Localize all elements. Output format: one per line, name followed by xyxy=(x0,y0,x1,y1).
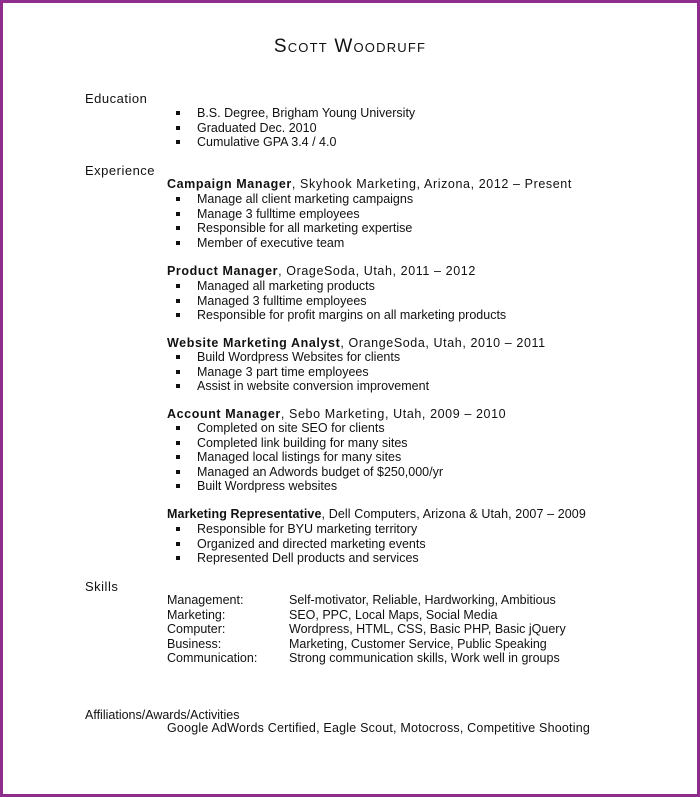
skill-category: Marketing: xyxy=(167,607,226,622)
list-item: Represented Dell products and services xyxy=(173,551,426,566)
list-item: Manage all client marketing campaigns xyxy=(173,192,413,207)
job-role: Website Marketing Analyst xyxy=(167,336,341,350)
list-item: Manage 3 part time employees xyxy=(173,365,429,380)
skills-table xyxy=(167,593,566,666)
skills-heading: Skills xyxy=(85,579,119,594)
job-role: Campaign Manager xyxy=(167,177,292,191)
job-role: Product Manager xyxy=(167,264,279,278)
list-item: Manage 3 fulltime employees xyxy=(173,207,413,222)
affiliations-heading: Affiliations/Awards/Activities xyxy=(85,708,240,722)
list-item: Graduated Dec. 2010 xyxy=(173,121,415,136)
job-role: Marketing Representative xyxy=(167,507,322,521)
skill-value: Wordpress, HTML, CSS, Basic PHP, Basic jQuery xyxy=(289,622,566,636)
skill-category: Management: xyxy=(167,593,244,607)
list-item: Responsible for profit margins on all marketing products xyxy=(173,308,506,323)
list-item: Managed local listings for many sites xyxy=(173,450,443,465)
job-role: Account Manager xyxy=(167,407,281,421)
list-item: Organized and directed marketing events xyxy=(173,537,426,552)
list-item: Responsible for BYU marketing territory xyxy=(173,522,426,537)
job-bullets xyxy=(173,522,426,566)
job-details: , Dell Computers, Arizona & Utah, 2007 – 2009 xyxy=(321,507,586,521)
skill-category: Computer: xyxy=(167,622,226,636)
skill-row xyxy=(167,637,566,652)
education-list xyxy=(173,106,415,150)
job-title-marketing-representative xyxy=(167,507,586,521)
job-details: , Sebo Marketing, Utah, 2009 – 2010 xyxy=(280,407,507,421)
job-bullets xyxy=(173,421,443,494)
skill-row xyxy=(167,622,566,637)
list-item: Assist in website conversion improvement xyxy=(173,379,429,394)
skill-value: SEO, PPC, Local Maps, Social Media xyxy=(289,607,498,622)
list-item: Completed link building for many sites xyxy=(173,436,443,451)
skill-category: Business: xyxy=(167,636,222,651)
job-bullets xyxy=(173,350,429,394)
skill-category: Communication: xyxy=(167,651,258,665)
skill-value: Strong communication skills, Work well in groups xyxy=(289,651,560,665)
skill-row xyxy=(167,593,566,608)
list-item: Member of executive team xyxy=(173,236,413,251)
list-item: Managed an Adwords budget of $250,000/yr xyxy=(173,465,443,480)
list-item: Cumulative GPA 3.4 / 4.0 xyxy=(173,135,415,150)
job-bullets xyxy=(173,192,413,250)
skill-row xyxy=(167,608,566,623)
experience-heading: Experience xyxy=(85,163,156,178)
job-details: , OrageSoda, Utah, 2011 – 2012 xyxy=(278,264,476,278)
list-item: Built Wordpress websites xyxy=(173,479,443,494)
skill-value: Marketing, Customer Service, Public Speaking xyxy=(289,636,547,651)
job-details: , Skyhook Marketing, Arizona, 2012 – Present xyxy=(291,177,572,191)
job-title-website-marketing-analyst xyxy=(167,336,546,350)
education-heading: Education xyxy=(85,91,148,106)
job-details: , OrangeSoda, Utah, 2010 – 2011 xyxy=(340,336,546,350)
job-title-product-manager xyxy=(167,264,476,278)
list-item: Completed on site SEO for clients xyxy=(173,421,443,436)
skill-value: Self-motivator, Reliable, Hardworking, Ambitious xyxy=(289,593,556,607)
list-item: Managed all marketing products xyxy=(173,279,506,294)
list-item: Build Wordpress Websites for clients xyxy=(173,350,429,365)
skill-row xyxy=(167,651,566,666)
resume-name: Scott Woodruff xyxy=(273,36,427,57)
job-title-campaign-manager xyxy=(167,177,572,191)
job-title-account-manager xyxy=(167,407,506,421)
job-bullets xyxy=(173,279,506,323)
list-item: Responsible for all marketing expertise xyxy=(173,221,413,236)
affiliations-text: Google AdWords Certified, Eagle Scout, Motocross, Competitive Shooting xyxy=(167,721,591,735)
list-item: B.S. Degree, Brigham Young University xyxy=(173,106,415,121)
list-item: Managed 3 fulltime employees xyxy=(173,294,506,309)
